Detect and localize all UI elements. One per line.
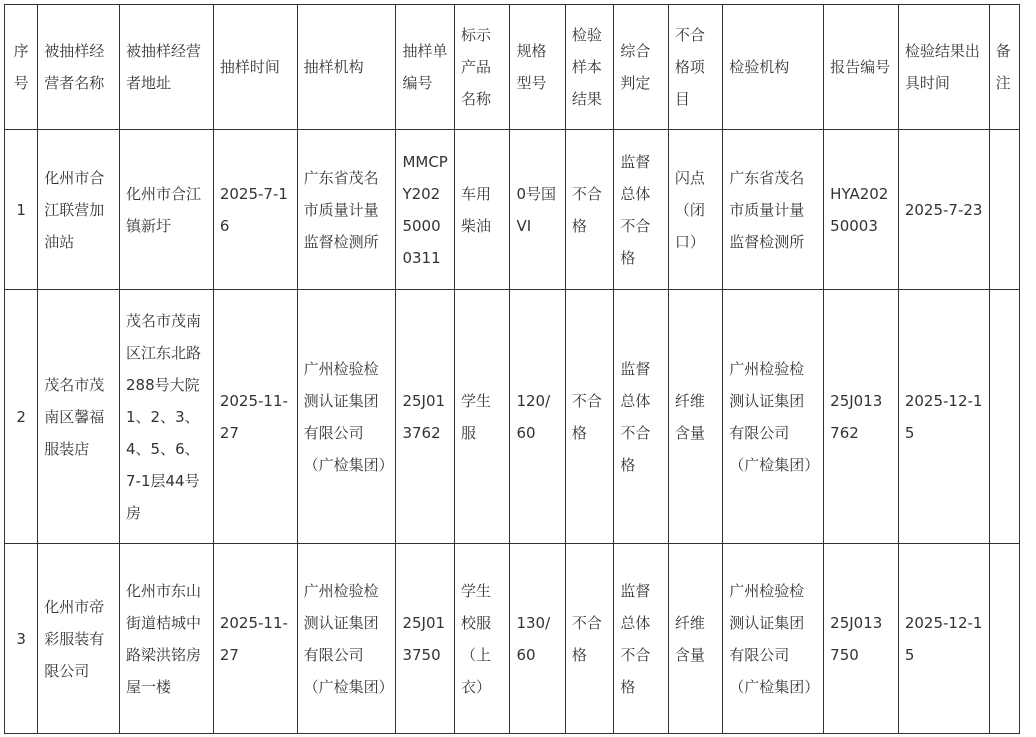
cell-sample-result: 不合格 (565, 130, 613, 290)
cell-report-number: 25J013762 (824, 290, 899, 544)
cell-overall-judgment: 监督总体不合格 (614, 544, 668, 734)
cell-spec-model: 130/60 (510, 544, 565, 734)
cell-remarks (989, 290, 1019, 544)
cell-product-name: 车用柴油 (454, 130, 509, 290)
cell-overall-judgment: 监督总体不合格 (614, 290, 668, 544)
header-cell-operator-address: 被抽样经营者地址 (120, 5, 214, 130)
header-cell-index: 序号 (5, 5, 38, 130)
cell-sample-number: 25J013750 (396, 544, 455, 734)
cell-sample-number: 25J013762 (396, 290, 455, 544)
header-cell-operator-name: 被抽样经营者名称 (38, 5, 120, 130)
cell-sampling-agency: 广东省茂名市质量计量监督检测所 (297, 130, 396, 290)
cell-report-number: 25J013750 (824, 544, 899, 734)
header-cell-sample-number: 抽样单编号 (396, 5, 455, 130)
cell-sampling-agency: 广州检验检测认证集团有限公司（广检集团） (297, 544, 396, 734)
header-cell-spec-model: 规格型号 (510, 5, 565, 130)
cell-failed-items: 纤维含量 (668, 290, 722, 544)
cell-result-date: 2025-7-23 (898, 130, 989, 290)
inspection-results-table (4, 4, 1020, 734)
cell-index: 2 (5, 290, 38, 544)
cell-result-date: 2025-12-15 (898, 290, 989, 544)
cell-operator-address: 化州市合江镇新圩 (120, 130, 214, 290)
header-cell-report-number: 报告编号 (824, 5, 899, 130)
header-cell-failed-items: 不合格项目 (668, 5, 722, 130)
table-row (5, 544, 1020, 734)
cell-overall-judgment: 监督总体不合格 (614, 130, 668, 290)
header-cell-sampling-time: 抽样时间 (213, 5, 297, 130)
cell-spec-model: 0号国VI (510, 130, 565, 290)
header-cell-remarks: 备注 (989, 5, 1019, 130)
cell-sample-result: 不合格 (565, 544, 613, 734)
cell-result-date: 2025-12-15 (898, 544, 989, 734)
cell-index: 1 (5, 130, 38, 290)
cell-testing-agency: 广州检验检测认证集团有限公司（广检集团） (723, 544, 824, 734)
header-cell-testing-agency: 检验机构 (723, 5, 824, 130)
cell-sampling-time: 2025-7-16 (213, 130, 297, 290)
cell-testing-agency: 广东省茂名市质量计量监督检测所 (723, 130, 824, 290)
cell-index: 3 (5, 544, 38, 734)
cell-sample-number: MMCPY20250000311 (396, 130, 455, 290)
header-cell-product-name: 标示产品名称 (454, 5, 509, 130)
cell-sample-result: 不合格 (565, 290, 613, 544)
cell-remarks (989, 130, 1019, 290)
cell-operator-name: 茂名市茂南区馨福服装店 (38, 290, 120, 544)
table-row (5, 290, 1020, 544)
cell-sampling-agency: 广州检验检测认证集团有限公司（广检集团） (297, 290, 396, 544)
header-cell-overall-judgment: 综合判定 (614, 5, 668, 130)
cell-remarks (989, 544, 1019, 734)
cell-report-number: HYA20250003 (824, 130, 899, 290)
cell-operator-address: 化州市东山街道桔城中路梁洪铭房屋一楼 (120, 544, 214, 734)
header-cell-sample-result: 检验样本结果 (565, 5, 613, 130)
cell-product-name: 学生服 (454, 290, 509, 544)
header-cell-sampling-agency: 抽样机构 (297, 5, 396, 130)
cell-failed-items: 纤维含量 (668, 544, 722, 734)
table-row (5, 130, 1020, 290)
cell-spec-model: 120/60 (510, 290, 565, 544)
header-row (5, 5, 1020, 130)
cell-failed-items: 闪点（闭口） (668, 130, 722, 290)
cell-sampling-time: 2025-11-27 (213, 544, 297, 734)
cell-operator-name: 化州市帝彩服装有限公司 (38, 544, 120, 734)
cell-operator-name: 化州市合江联营加油站 (38, 130, 120, 290)
header-cell-result-date: 检验结果出具时间 (898, 5, 989, 130)
cell-sampling-time: 2025-11-27 (213, 290, 297, 544)
cell-operator-address: 茂名市茂南区江东北路288号大院1、2、3、4、5、6、7-1层44号房 (120, 290, 214, 544)
cell-testing-agency: 广州检验检测认证集团有限公司（广检集团） (723, 290, 824, 544)
cell-product-name: 学生校服（上衣） (454, 544, 509, 734)
